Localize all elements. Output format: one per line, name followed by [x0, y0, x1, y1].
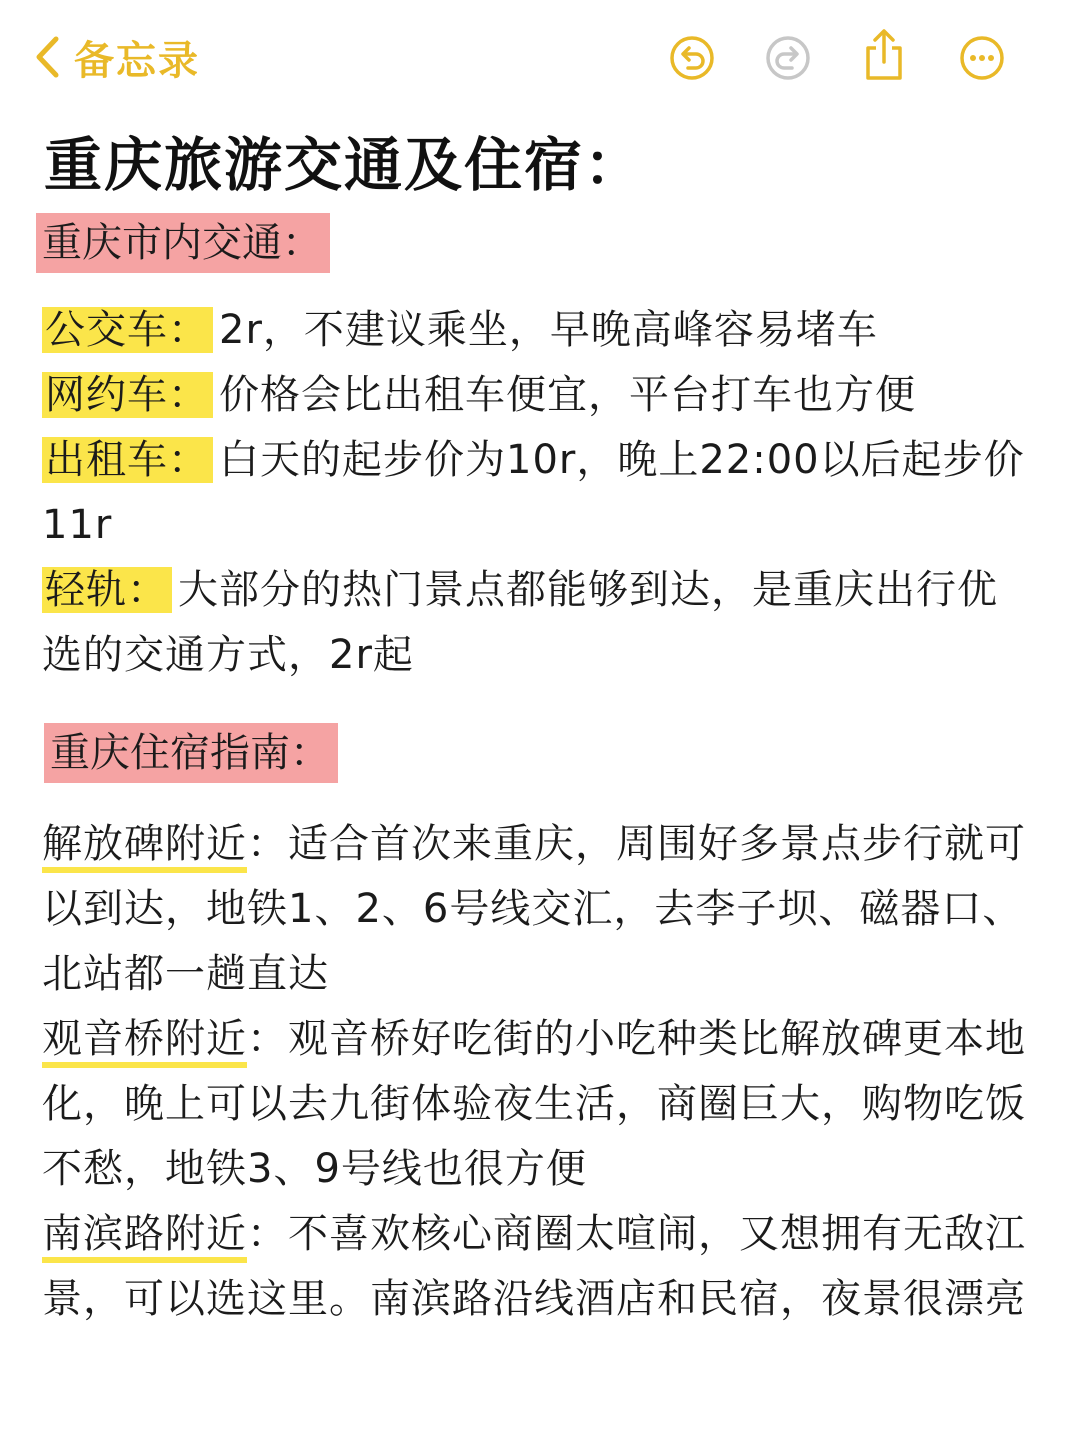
item-label: 轻轨： [42, 567, 172, 613]
section-heading-accommodation: 重庆住宿指南： [44, 723, 338, 783]
item-text: 不喜欢核心商圈太喧闹，又想拥有无敌江景，可以选这里。南滨路沿线酒店和民宿，夜景很漂亮 [42, 1211, 1026, 1322]
item-separator: ： [247, 1016, 288, 1062]
item-label: 南滨路附近 [42, 1211, 247, 1257]
note-title[interactable]: 重庆旅游交通及住宿： [44, 131, 645, 199]
item-text: 2r，不建议乘坐，早晚高峰容易堵车 [219, 307, 878, 353]
item-label: 公交车： [42, 307, 213, 353]
item-label: 观音桥附近 [42, 1016, 247, 1062]
nav-bar [0, 0, 1080, 110]
list-item-nanbinlu[interactable] [42, 1202, 1032, 1332]
list-item-taxi[interactable] [42, 428, 1032, 558]
item-text: 大部分的热门景点都能够到达，是重庆出行优选的交通方式，2r起 [42, 567, 998, 678]
item-text: 白天的起步价为10r，晚上22:00以后起步价11r [42, 437, 1025, 548]
back-button[interactable] [34, 30, 200, 84]
chevron-left-icon [34, 35, 60, 79]
item-text: 价格会比出租车便宜，平台打车也方便 [219, 372, 916, 418]
undo-icon[interactable] [668, 34, 716, 82]
item-text: 观音桥好吃街的小吃种类比解放碑更本地化，晚上可以去九街体验夜生活，商圈巨大，购物吃饭不愁，地铁3、9号线也很方便 [42, 1016, 1026, 1192]
list-item-light-rail[interactable] [42, 558, 1032, 688]
item-label: 出租车： [42, 437, 213, 483]
share-icon[interactable] [860, 28, 908, 82]
section-heading-transport: 重庆市内交通： [36, 213, 330, 273]
list-item-bus[interactable] [42, 298, 1032, 363]
list-item-guanyinqiao[interactable] [42, 1007, 1032, 1202]
list-item-jiefangbei[interactable] [42, 812, 1032, 1007]
item-separator: ： [247, 1211, 288, 1257]
redo-icon[interactable] [764, 34, 812, 82]
item-label: 网约车： [42, 372, 213, 418]
item-text: 适合首次来重庆，周围好多景点步行就可以到达，地铁1、2、6号线交汇，去李子坝、磁器口、北站都一趟直达 [42, 821, 1026, 997]
more-icon[interactable] [958, 34, 1006, 82]
back-label: 备忘录 [74, 37, 200, 84]
list-item-ride-hailing[interactable] [42, 363, 1032, 428]
item-label: 解放碑附近 [42, 821, 247, 867]
item-separator: ： [247, 821, 288, 867]
